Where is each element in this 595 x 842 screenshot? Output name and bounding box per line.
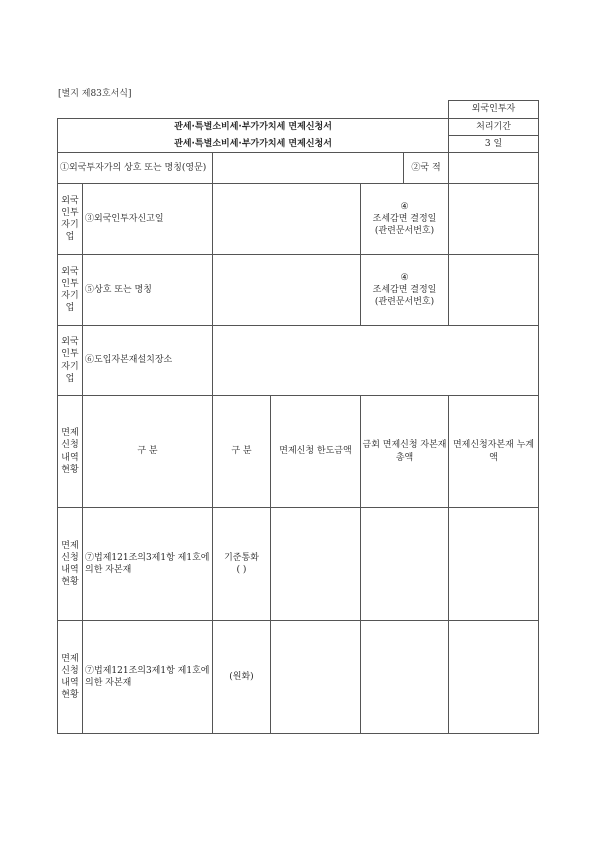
limit-amount-value-2[interactable] [271, 621, 361, 734]
header-limit-amount: 면제신청 한도금액 [271, 396, 361, 508]
capital-goods-label-1: ⑦법제121조의3제1항 제1호에 의한 자본재 [83, 508, 213, 621]
processing-header: 외국인투자 [449, 101, 539, 119]
form-title: 관세·특별소비세·부가가치세 면제신청서 [58, 119, 449, 136]
processing-label: 처리기간 [449, 119, 539, 136]
nationality-label: ②국 적 [404, 153, 449, 184]
company-name-label: ⑤상호 또는 명칭 [83, 255, 213, 326]
limit-amount-value-1[interactable] [271, 508, 361, 621]
reduction-date-value-2[interactable] [449, 255, 539, 326]
header-cumulative-total: 면제신청자본재 누계액 [449, 396, 539, 508]
exemption-form-table [57, 100, 539, 734]
company-name-value[interactable] [213, 255, 361, 326]
investor-company-vertical-label-1: 외국인투자기업 [58, 184, 83, 255]
reduction-number: ④ [400, 272, 409, 283]
location-value[interactable] [213, 326, 539, 396]
reduction-title: 조세감면 결정일 [372, 284, 437, 295]
cumulative-total-value-2[interactable] [449, 621, 539, 734]
header-category-2: 구 분 [213, 396, 271, 508]
reduction-doc: (관련문서번호) [374, 226, 435, 237]
report-date-value[interactable] [213, 184, 361, 255]
investor-company-vertical-label-3: 외국인투자기업 [58, 326, 83, 396]
cumulative-total-value-1[interactable] [449, 508, 539, 621]
investor-name-value[interactable] [213, 153, 404, 184]
form-title-repeat: 관세·특별소비세·부가가치세 면제신청서 [58, 136, 449, 153]
exemption-vertical-label-3: 면제신청내역현황 [58, 621, 83, 734]
processing-value: 3 일 [449, 136, 539, 153]
capital-goods-label-2: ⑦법제121조의3제1항 제1호에 의한 자본재 [83, 621, 213, 734]
this-time-total-value-2[interactable] [361, 621, 449, 734]
this-time-total-value-1[interactable] [361, 508, 449, 621]
reduction-date-label-2 [361, 255, 449, 326]
won-currency-label: (원화) [213, 621, 271, 734]
reduction-number: ④ [400, 201, 409, 212]
reduction-date-value-1[interactable] [449, 184, 539, 255]
exemption-vertical-label-2: 면제신청내역현황 [58, 508, 83, 621]
header-category-1: 구 분 [83, 396, 213, 508]
reduction-date-label-1 [361, 184, 449, 255]
reduction-doc: (관련문서번호) [374, 297, 435, 308]
investor-company-vertical-label-2: 외국인투자기업 [58, 255, 83, 326]
reduction-title: 조세감면 결정일 [372, 213, 437, 224]
form-number: [별지 제83호서식] [58, 89, 132, 99]
base-currency-label: 기준통화 ( ) [213, 508, 271, 621]
header-this-time-total: 금회 면제신청 자본재총액 [361, 396, 449, 508]
exemption-vertical-label-1: 면제신청내역현황 [58, 396, 83, 508]
nationality-value[interactable] [449, 153, 539, 184]
location-label: ⑥도입자본재설치장소 [83, 326, 213, 396]
report-date-label: ③외국인투자신고일 [83, 184, 213, 255]
investor-name-label: ①외국투자가의 상호 또는 명칭(영문) [58, 153, 213, 184]
